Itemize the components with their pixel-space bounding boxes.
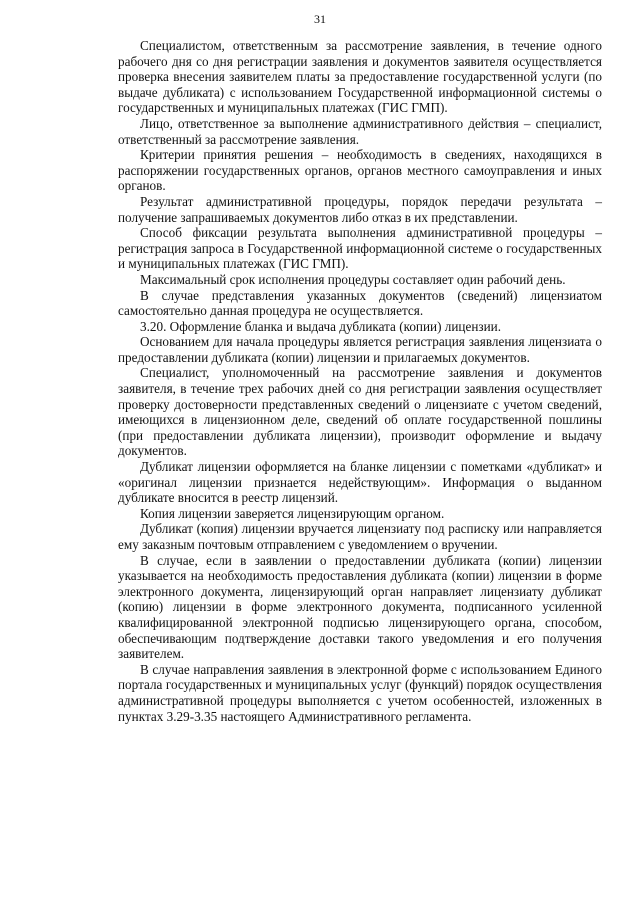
paragraph-procedure-basis: Основанием для начала процедуры является регистрация заявления лицензиата о предоставлении дубликата (копии) лицензии и прилагаемых документов. xyxy=(118,334,602,365)
paragraph-specialist-check: Специалист, уполномоченный на рассмотрение заявления и документов заявителя, в течение трех рабочих дней со дня регистрации заявления осуществляет проверку достоверности представленных сведений о лицензиате с учетом сведений, имеющихся в лицензионном деле, сведений об оплате государственной пошлины (при предоставлении дубликата лицензии), производит оформление и выдачу документов. xyxy=(118,365,602,459)
paragraph-duplicate-form: Дубликат лицензии оформляется на бланке лицензии с пометками «дубликат» и «оригинал лицензии признается недействующим». Информация о выданном дубликате вносится в реестр лицензий. xyxy=(118,459,602,506)
section-heading-3-20: 3.20. Оформление бланка и выдача дубликата (копии) лицензии. xyxy=(140,318,502,334)
paragraph-result-recording: Способ фиксации результата выполнения административной процедуры – регистрация запроса в Государственной информационной системе о государственных и муниципальных платежах (ГИС ГМП). xyxy=(118,225,602,272)
paragraph-self-submission: В случае представления указанных документов (сведений) лицензиатом самостоятельно данная процедура не осуществляется. xyxy=(118,287,602,319)
paragraph-delivery: Дубликат (копия) лицензии вручается лицензиату под расписку или направляется ему заказным почтовым отправлением с уведомлением о вручении. xyxy=(118,521,602,552)
paragraph-responsible-person: Лицо, ответственное за выполнение административного действия – специалист, ответственный за рассмотрение заявления. xyxy=(118,115,602,147)
paragraph-procedure-result: Результат административной процедуры, порядок передачи результата – получение запрашиваемых документов либо отказ в их представлении. xyxy=(118,193,602,225)
paragraph-decision-criteria: Критерии принятия решения – необходимость в сведениях, находящихся в распоряжении государственных органов, органов местного самоуправления и иных органов. xyxy=(118,147,602,194)
page-number: 31 xyxy=(314,12,326,26)
document-body xyxy=(118,38,602,724)
paragraph-max-duration: Максимальный срок исполнения процедуры составляет один рабочий день. xyxy=(140,271,566,287)
paragraph-electronic-form: В случае, если в заявлении о предоставлении дубликата (копии) лицензии указывается на необходимость предоставления дубликата (копии) лицензии в форме электронного документа, лицензирующий орган направляет лицензиату дубликат (копию) лицензии в форме электронного документа, подписанного усиленной квалифицированной электронной подписью лицензирующего органа, способом, обеспечивающим подтверждение доставки такого уведомления и его получения заявителем. xyxy=(118,552,602,662)
paragraph-copy-certification: Копия лицензии заверяется лицензирующим органом. xyxy=(140,505,445,521)
paragraph-fee-check: Специалистом, ответственным за рассмотрение заявления, в течение одного рабочего дня со дня регистрации заявления и документов заявителя осуществляется проверка внесения заявителем платы за предоставление государственной услуги (по выдаче дубликата) с использованием Государственной информационной системы о государственных и муниципальных платежах (ГИС ГМП). xyxy=(118,38,602,116)
paragraph-single-portal: В случае направления заявления в электронной форме с использованием Единого портала государственных и муниципальных услуг (функций) порядок осуществления административной процедуры выполняется с учетом особенностей, изложенных в пунктах 3.29-3.35 настоящего Административного регламента. xyxy=(118,661,602,724)
